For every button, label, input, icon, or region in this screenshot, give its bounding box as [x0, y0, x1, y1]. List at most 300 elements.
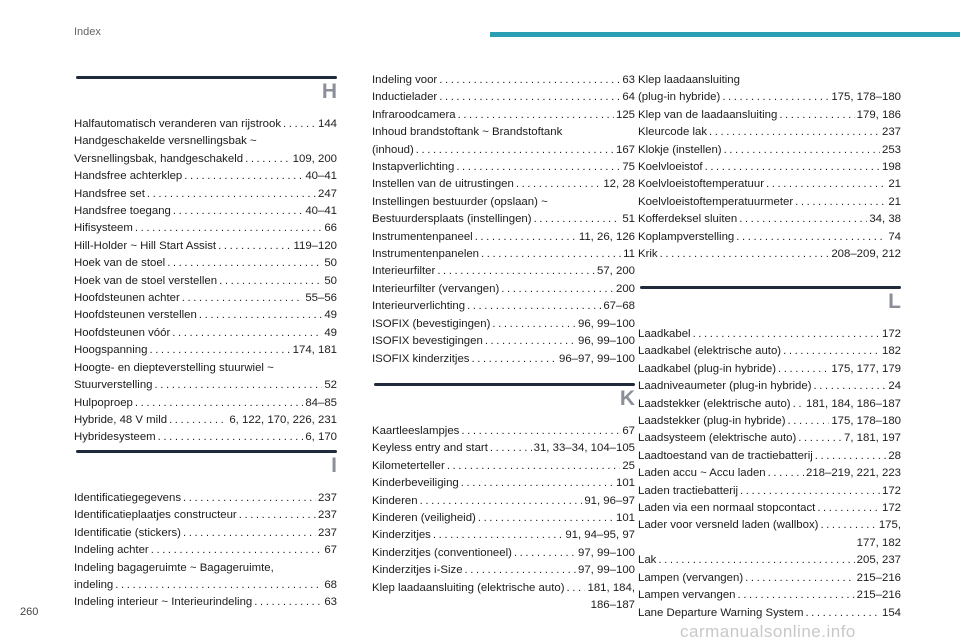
entry-pages: 7, 181, 197 — [843, 432, 901, 445]
index-entry — [372, 142, 635, 159]
dot-leader — [516, 176, 601, 193]
entry-label: Bestuurdersplaats (instellingen) — [372, 213, 532, 226]
entry-pages: 63 — [622, 74, 635, 86]
entry-label: Instrumentenpanelen — [372, 248, 480, 261]
index-entry — [372, 545, 635, 562]
dot-leader — [768, 465, 804, 482]
entry-label: Handsfree achterklep — [74, 170, 183, 183]
entry-pages: 64 — [622, 91, 635, 104]
dot-leader — [416, 142, 614, 159]
entry-label: Laden via een normaal stopcontact — [638, 502, 816, 515]
entry-label: (plug-in hybride) — [638, 91, 721, 104]
entry-label: Laadkabel (elektrische auto) — [638, 345, 782, 358]
section-letter: L — [888, 290, 901, 313]
index-entry — [74, 151, 337, 168]
entry-label: Kilometerteller — [372, 459, 445, 472]
dot-leader — [779, 107, 854, 124]
entry-label: Hill-Holder ~ Hill Start Assist — [74, 239, 217, 252]
index-entry — [372, 423, 635, 440]
section-header — [372, 383, 635, 423]
dot-leader — [245, 151, 291, 168]
entry-pages: 182 — [881, 345, 901, 358]
index-entry — [372, 333, 635, 350]
index-entry — [638, 176, 901, 193]
entry-label: Keyless entry and start — [372, 442, 488, 455]
index-entry — [638, 211, 901, 228]
entry-pages: 174, 181 — [292, 344, 337, 357]
index-entry — [638, 570, 901, 587]
entry-pages: 198 — [881, 161, 901, 174]
entry-label: Koplampverstelling — [638, 230, 735, 243]
entry-label: Hoofdsteunen verstellen — [74, 309, 197, 322]
index-entry — [74, 325, 337, 342]
entry-pages: 97, 99–100 — [577, 564, 635, 577]
index-entry — [74, 168, 337, 185]
entry-pages: 21 — [888, 178, 901, 191]
index-entry — [638, 326, 901, 343]
dot-leader — [219, 273, 322, 290]
watermark: carmanualsonline.info — [680, 622, 856, 641]
dot-leader — [709, 124, 880, 141]
section-divider — [640, 286, 901, 289]
dot-leader — [183, 490, 316, 507]
index-entry — [74, 273, 337, 290]
entry-pages: 91, 94–95, 97 — [565, 529, 635, 542]
entry-label: Kinderzitjes — [372, 529, 431, 542]
entry-label: Laden tractiebatterij — [638, 484, 739, 497]
index-entry — [372, 159, 635, 176]
entry-pages: 50 — [324, 274, 337, 287]
entry-pages: 67 — [622, 425, 635, 437]
dot-leader — [439, 89, 620, 106]
entry-pages: 208–209, 212 — [831, 248, 901, 261]
index-entry — [74, 186, 337, 203]
dot-leader — [693, 326, 880, 343]
dot-leader — [183, 525, 316, 542]
dot-leader — [437, 263, 595, 280]
index-section-l — [638, 286, 901, 622]
entry-label: Lampen vervangen — [638, 589, 736, 602]
section-letter: K — [619, 387, 635, 410]
index-entry — [74, 255, 337, 272]
dot-leader — [766, 176, 886, 193]
entry-pages: 21 — [888, 195, 901, 208]
entry-pages: 55–56 — [305, 292, 337, 305]
index-section-i-continued — [372, 72, 635, 368]
entry-pages: 253 — [881, 143, 901, 156]
dot-leader — [173, 203, 303, 220]
dot-leader — [736, 229, 886, 246]
index-entry — [638, 465, 901, 482]
entry-label: Laadstekker (plug-in hybride) — [638, 415, 786, 428]
entry-label: Handsfree toegang — [74, 205, 171, 218]
index-entry — [372, 211, 635, 228]
index-entry — [372, 298, 635, 315]
entry-label: Hoogspanning — [74, 344, 148, 357]
entry-label: Handsfree set — [74, 187, 145, 200]
index-entry — [372, 176, 635, 193]
dot-leader — [738, 587, 855, 604]
index-entry — [638, 229, 901, 246]
entry-label: Laadniveaumeter (plug-in hybride) — [638, 380, 812, 393]
index-section-k — [372, 383, 635, 614]
entry-pages: 237 — [881, 126, 901, 139]
entry-label: Klep laadaansluiting — [638, 74, 740, 86]
entry-label: Kaartleeslampjes — [372, 425, 460, 437]
dot-leader — [740, 483, 880, 500]
entry-pages: 52 — [324, 379, 337, 392]
entry-label: ISOFIX kinderzitjes — [372, 352, 470, 365]
entry-pages: 28 — [888, 449, 901, 462]
entry-label: Klep laadaansluiting (elektrische auto) — [372, 581, 565, 594]
entry-label: Laadkabel — [638, 328, 691, 340]
index-entry — [74, 238, 337, 255]
entry-pages: 175, 177, 179 — [831, 362, 901, 375]
index-entry — [638, 378, 901, 395]
index-entry — [372, 562, 635, 579]
entry-pages: 215–216 — [856, 571, 901, 584]
dot-leader — [461, 423, 620, 440]
entry-pages-continued: 177, 182 — [856, 536, 901, 549]
entry-label: Koelvloeistof — [638, 161, 703, 174]
index-entry — [74, 220, 337, 237]
index-section-k-continued — [638, 72, 901, 263]
entry-label: Hifisysteem — [74, 222, 133, 235]
dot-leader — [167, 255, 322, 272]
index-entry — [638, 361, 901, 378]
entry-pages: 40–41 — [305, 170, 337, 183]
dot-leader — [783, 343, 880, 360]
section-header — [74, 450, 337, 490]
entry-pages: 6, 170 — [305, 431, 337, 444]
entry-pages: 74 — [888, 230, 901, 243]
entry-label: Identificatiegegevens — [74, 492, 182, 504]
entry-label: Inhoud brandstoftank ~ Brandstoftank — [372, 126, 563, 139]
entry-pages: 91, 96–97 — [584, 494, 635, 507]
dot-leader — [514, 545, 576, 562]
dot-leader — [471, 351, 557, 368]
index-entry — [638, 142, 901, 159]
entry-label: Kinderbeveiliging — [372, 477, 459, 490]
entry-pages: 109, 200 — [292, 152, 337, 165]
entry-label: Halfautomatisch veranderen van rijstrook — [74, 118, 282, 130]
index-entry — [638, 448, 901, 465]
entry-label: Laadstekker (elektrische auto) — [638, 397, 791, 410]
index-entry — [74, 360, 337, 377]
entry-label: Laden accu ~ Accu laden — [638, 467, 766, 480]
index-entry — [638, 246, 901, 263]
entry-pages: 84–85 — [305, 396, 337, 409]
index-entry — [372, 527, 635, 544]
entry-label: Laadtoestand van de tractiebatterij — [638, 449, 813, 462]
entry-pages: 24 — [888, 380, 901, 393]
index-entry — [638, 107, 901, 124]
entry-pages: 51 — [622, 213, 635, 226]
entry-label: Lane Departure Warning System — [638, 606, 804, 619]
section-letter: H — [321, 80, 337, 103]
dot-leader — [724, 142, 880, 159]
dot-leader — [485, 333, 576, 350]
index-entry — [74, 412, 337, 429]
entry-pages: 96, 99–100 — [577, 335, 635, 348]
dot-leader — [815, 448, 887, 465]
entry-pages: 11 — [623, 248, 635, 261]
entry-label: Identificatieplaatjes constructeur — [74, 509, 237, 522]
dot-leader — [798, 430, 842, 447]
dot-leader — [135, 220, 322, 237]
entry-pages: 49 — [324, 309, 337, 322]
entry-pages: 97, 99–100 — [577, 546, 635, 559]
index-entry — [638, 430, 901, 447]
index-entry — [372, 281, 635, 298]
index-entry — [372, 194, 635, 211]
dot-leader — [461, 475, 614, 492]
dot-leader — [184, 168, 303, 185]
entry-pages: 101 — [615, 512, 635, 525]
dot-leader — [149, 342, 290, 359]
index-entry — [372, 107, 635, 124]
dot-leader — [218, 238, 291, 255]
entry-label: Koelvloeistoftemperatuurmeter — [638, 195, 794, 208]
entry-pages: 172 — [881, 328, 901, 340]
index-entry — [638, 483, 901, 500]
entry-pages: 179, 186 — [856, 108, 901, 121]
index-entry — [638, 159, 901, 176]
entry-label: Indeling bagageruimte ~ Bagageruimte, — [74, 561, 274, 574]
dot-leader — [795, 194, 886, 211]
entry-pages: 144 — [317, 118, 337, 130]
index-entry — [372, 246, 635, 263]
entry-label: Hybridesysteem — [74, 431, 156, 444]
index-entry — [372, 440, 635, 457]
dot-leader — [739, 211, 867, 228]
entry-label: Lak — [638, 554, 657, 567]
entry-label: (inhoud) — [372, 143, 414, 156]
section-divider — [76, 450, 337, 453]
entry-pages: 237 — [317, 509, 337, 522]
entry-pages: 75 — [622, 161, 635, 174]
entry-label: Inductielader — [372, 91, 438, 104]
dot-leader — [465, 562, 576, 579]
dot-leader — [481, 246, 621, 263]
index-entry — [638, 587, 901, 604]
dot-leader — [745, 570, 855, 587]
section-letter: I — [331, 454, 337, 477]
dot-leader — [567, 580, 586, 597]
dot-leader — [658, 552, 854, 569]
dot-leader — [778, 361, 829, 378]
entry-pages: 63 — [324, 596, 337, 609]
entry-pages-continued: 186–187 — [590, 599, 635, 612]
index-entry — [638, 517, 901, 552]
index-entry — [74, 290, 337, 307]
index-entry — [638, 89, 901, 106]
dot-leader — [475, 229, 577, 246]
index-entry — [638, 413, 901, 430]
index-entry — [372, 458, 635, 475]
entry-pages: 175, — [878, 519, 901, 532]
entry-label: Hoofdsteunen achter — [74, 292, 180, 305]
entry-pages: 154 — [881, 606, 901, 619]
dot-leader — [820, 517, 876, 534]
dot-leader — [705, 159, 880, 176]
section-header — [638, 286, 901, 326]
entry-label: Handgeschakelde versnellingsbak ~ — [74, 135, 257, 148]
entry-pages: 25 — [622, 459, 635, 472]
entry-pages: 67–68 — [603, 300, 635, 313]
entry-pages: 172 — [881, 502, 901, 515]
dot-leader — [239, 507, 316, 524]
entry-pages: 68 — [324, 579, 337, 592]
entry-pages: 67 — [324, 544, 337, 557]
entry-label: Kleurcode lak — [638, 126, 708, 139]
entry-label: Lampen (vervangen) — [638, 571, 744, 584]
dot-leader — [135, 395, 303, 412]
dot-leader — [420, 493, 583, 510]
entry-label: Kinderen (veiligheid) — [372, 512, 476, 525]
entry-label: Kinderen — [372, 494, 418, 507]
dot-leader — [155, 377, 323, 394]
entry-pages: 215–216 — [856, 589, 901, 602]
entry-label: Lader voor versneld laden (wallbox) — [638, 519, 819, 532]
entry-pages: 119–120 — [293, 239, 337, 252]
entry-pages: 205, 237 — [856, 554, 901, 567]
dot-leader — [433, 527, 563, 544]
entry-label: Indeling achter — [74, 544, 149, 557]
entry-pages: 96, 99–100 — [577, 317, 635, 330]
entry-label: Krik — [638, 248, 658, 261]
entry-pages: 247 — [317, 187, 337, 200]
dot-leader — [660, 246, 830, 263]
dot-leader — [722, 89, 829, 106]
entry-pages: 237 — [317, 492, 337, 504]
entry-pages: 200 — [615, 282, 635, 295]
index-entry — [74, 342, 337, 359]
entry-label: Hybride, 48 V mild — [74, 413, 168, 426]
index-entry — [372, 229, 635, 246]
dot-leader — [172, 325, 322, 342]
running-header: Index — [74, 26, 101, 38]
index-entry — [74, 560, 337, 577]
dot-leader — [458, 107, 614, 124]
dot-leader — [158, 429, 304, 446]
header-accent-bar — [490, 32, 960, 37]
entry-pages: 96–97, 99–100 — [558, 352, 635, 365]
dot-leader — [817, 500, 880, 517]
entry-pages: 12, 28 — [603, 178, 635, 191]
dot-leader — [805, 605, 880, 622]
entry-label: Hoogte- en diepteverstelling stuurwiel ~ — [74, 361, 274, 374]
dot-leader — [793, 396, 804, 413]
dot-leader — [492, 316, 576, 333]
entry-label: Kofferdeksel sluiten — [638, 213, 738, 226]
entry-pages: 11, 26, 126 — [578, 230, 635, 243]
index-entry — [74, 133, 337, 150]
entry-pages: 175, 178–180 — [831, 91, 901, 104]
entry-label: Koelvloeistoftemperatuur — [638, 178, 764, 191]
index-entry — [638, 343, 901, 360]
index-entry — [74, 116, 337, 133]
index-entry — [372, 316, 635, 333]
entry-label: Instrumentenpaneel — [372, 230, 473, 243]
entry-label: Laadsysteem (elektrische auto) — [638, 432, 797, 445]
section-divider — [374, 383, 635, 386]
dot-leader — [199, 307, 322, 324]
entry-label: Indeling voor — [372, 74, 438, 86]
entry-label: Hoofdsteunen vóór — [74, 326, 171, 339]
entry-pages: 172 — [881, 484, 901, 497]
index-entry — [638, 72, 901, 89]
index-entry — [74, 377, 337, 394]
entry-label: ISOFIX (bevestigingen) — [372, 317, 491, 330]
index-entry — [372, 72, 635, 89]
index-section-h — [74, 76, 337, 447]
entry-label: Hoek van de stoel verstellen — [74, 274, 218, 287]
entry-label: Kinderzitjes (conventioneel) — [372, 546, 512, 559]
index-entry — [638, 500, 901, 517]
entry-label: Hulpoproep — [74, 396, 133, 409]
entry-pages: 167 — [615, 143, 635, 156]
index-entry — [74, 577, 337, 594]
entry-label: indeling — [74, 579, 114, 592]
entry-label: Infraroodcamera — [372, 108, 456, 121]
entry-pages: 49 — [324, 326, 337, 339]
index-entry — [372, 510, 635, 527]
index-entry — [372, 475, 635, 492]
entry-pages: 218–219, 221, 223 — [805, 467, 901, 480]
entry-pages: 175, 178–180 — [831, 415, 901, 428]
index-entry — [74, 542, 337, 559]
index-entry — [372, 124, 635, 141]
entry-pages: 6, 122, 170, 226, 231 — [229, 413, 337, 426]
entry-label: Versnellingsbak, handgeschakeld — [74, 152, 244, 165]
entry-pages: 101 — [615, 477, 635, 490]
index-entry — [638, 552, 901, 569]
dot-leader — [534, 211, 621, 228]
dot-leader — [182, 290, 304, 307]
dot-leader — [151, 542, 323, 559]
entry-label: Interieurfilter (vervangen) — [372, 282, 500, 295]
dot-leader — [467, 298, 601, 315]
entry-label: Klokje (instellen) — [638, 143, 722, 156]
dot-leader — [478, 510, 614, 527]
entry-pages: 50 — [324, 257, 337, 270]
entry-pages: 31, 33–34, 104–105 — [533, 442, 635, 455]
section-divider — [76, 76, 337, 79]
entry-label: Interieurverlichting — [372, 300, 466, 313]
index-entry — [74, 525, 337, 542]
index-entry — [638, 396, 901, 413]
entry-label: Indeling interieur ~ Interieurindeling — [74, 596, 253, 609]
entry-pages: 237 — [317, 526, 337, 539]
entry-label: Identificatie (stickers) — [74, 526, 181, 539]
dot-leader — [501, 281, 614, 298]
index-entry — [74, 490, 337, 507]
entry-pages: 125 — [615, 108, 635, 121]
dot-leader — [439, 72, 620, 89]
index-entry — [74, 307, 337, 324]
index-entry — [74, 395, 337, 412]
index-entry — [74, 594, 337, 611]
index-entry — [638, 194, 901, 211]
index-section-i — [74, 450, 337, 612]
dot-leader — [814, 378, 887, 395]
dot-leader — [490, 440, 532, 457]
index-entry — [372, 493, 635, 510]
entry-label: Laadkabel (plug-in hybride) — [638, 362, 777, 375]
entry-label: Stuurverstelling — [74, 379, 153, 392]
entry-pages: 66 — [324, 222, 337, 235]
